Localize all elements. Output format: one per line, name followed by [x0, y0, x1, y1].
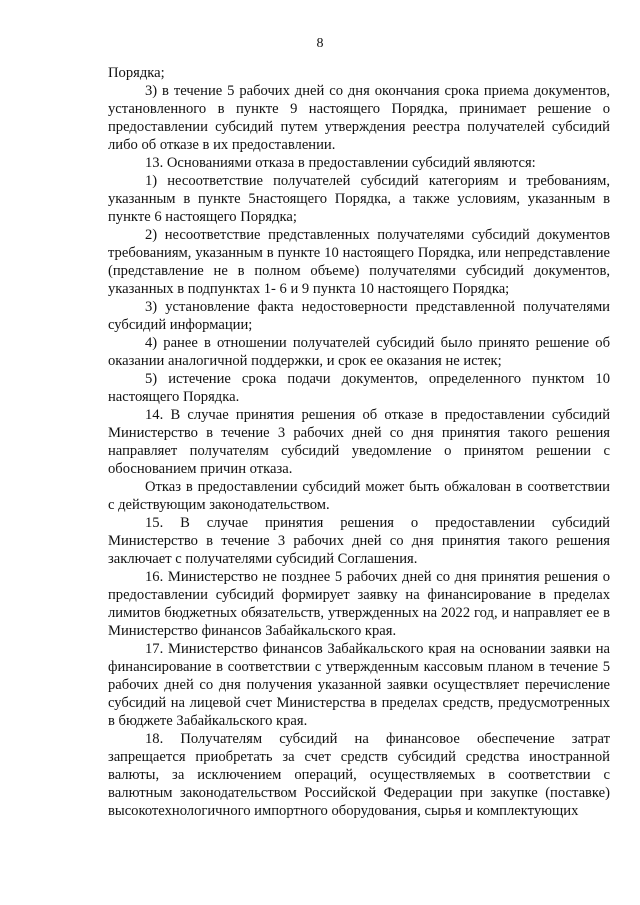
paragraph-item-3: 3) в течение 5 рабочих дней со дня окончания срока приема документов, установленного в пункте 9 настоящего Порядка, принимает решение о предоставлении субсидий путем утверждения реестра получателей субсидий либо об отказе в их предоставлении.	[108, 83, 610, 153]
paragraph-13-item-2: 2) несоответствие представленных получателями субсидий документов требованиям, указанным в пункте 10 настоящего Порядка, или непредставление (представление не в полном объеме) получателями субсидий документов, указанных в подпунктах 1- 6 и 9 пункта 10 настоящего Порядка;	[108, 227, 610, 297]
paragraph-13-item-5: 5) истечение срока подачи документов, определенного пунктом 10 настоящего Порядка.	[108, 371, 610, 405]
paragraph-13-item-3: 3) установление факта недостоверности представленной получателями субсидий информации;	[108, 299, 610, 333]
paragraph-clause-13: 13. Основаниями отказа в предоставлении субсидий являются:	[145, 155, 536, 171]
document-body	[108, 64, 610, 820]
paragraph-clause-16: 16. Министерство не позднее 5 рабочих дней со дня принятия решения о предоставлении субсидий формирует заявку на финансирование в пределах лимитов бюджетных обязательств, утвержденных на 2022 год, и направляет ее в Министерство финансов Забайкальского края.	[108, 569, 610, 639]
paragraph-appeal-note: Отказ в предоставлении субсидий может быть обжалован в соответствии с действующим законодательством.	[108, 479, 610, 513]
page-number: 8	[316, 36, 324, 51]
paragraph-continuation: Порядка;	[108, 65, 165, 81]
paragraph-13-item-4: 4) ранее в отношении получателей субсидий было принято решение об оказании аналогичной поддержки, и срок ее оказания не истек;	[108, 335, 610, 369]
paragraph-clause-17: 17. Министерство финансов Забайкальского края на основании заявки на финансирование в соответствии с утвержденным кассовым планом в течение 5 рабочих дней со дня получения указанной заявки осуществляет перечисление субсидий на лицевой счет Министерства в пределах средств, предусмотренных в бюджете Забайкальского края.	[108, 641, 610, 729]
paragraph-clause-15: 15. В случае принятия решения о предоставлении субсидий Министерство в течение 3 рабочих дней со дня принятия такого решения заключает с получателями субсидий Соглашения.	[108, 515, 610, 567]
paragraph-clause-18: 18. Получателям субсидий на финансовое обеспечение затрат запрещается приобретать за счет средств субсидий средства иностранной валюты, за исключением операций, осуществляемых в соответствии с валютным законодательством Российской Федерации при закупке (поставке) высокотехнологичного импортного оборудования, сырья и комплектующих	[108, 731, 610, 819]
paragraph-clause-14: 14. В случае принятия решения об отказе в предоставлении субсидий Министерство в течение 3 рабочих дней со дня принятия такого решения направляет получателям субсидий уведомление о принятом решении с обоснованием причин отказа.	[108, 407, 610, 477]
paragraph-13-item-1: 1) несоответствие получателей субсидий категориям и требованиям, указанным в пункте 5настоящего Порядка, а также условиям, указанным в пункте 6 настоящего Порядка;	[108, 173, 610, 225]
